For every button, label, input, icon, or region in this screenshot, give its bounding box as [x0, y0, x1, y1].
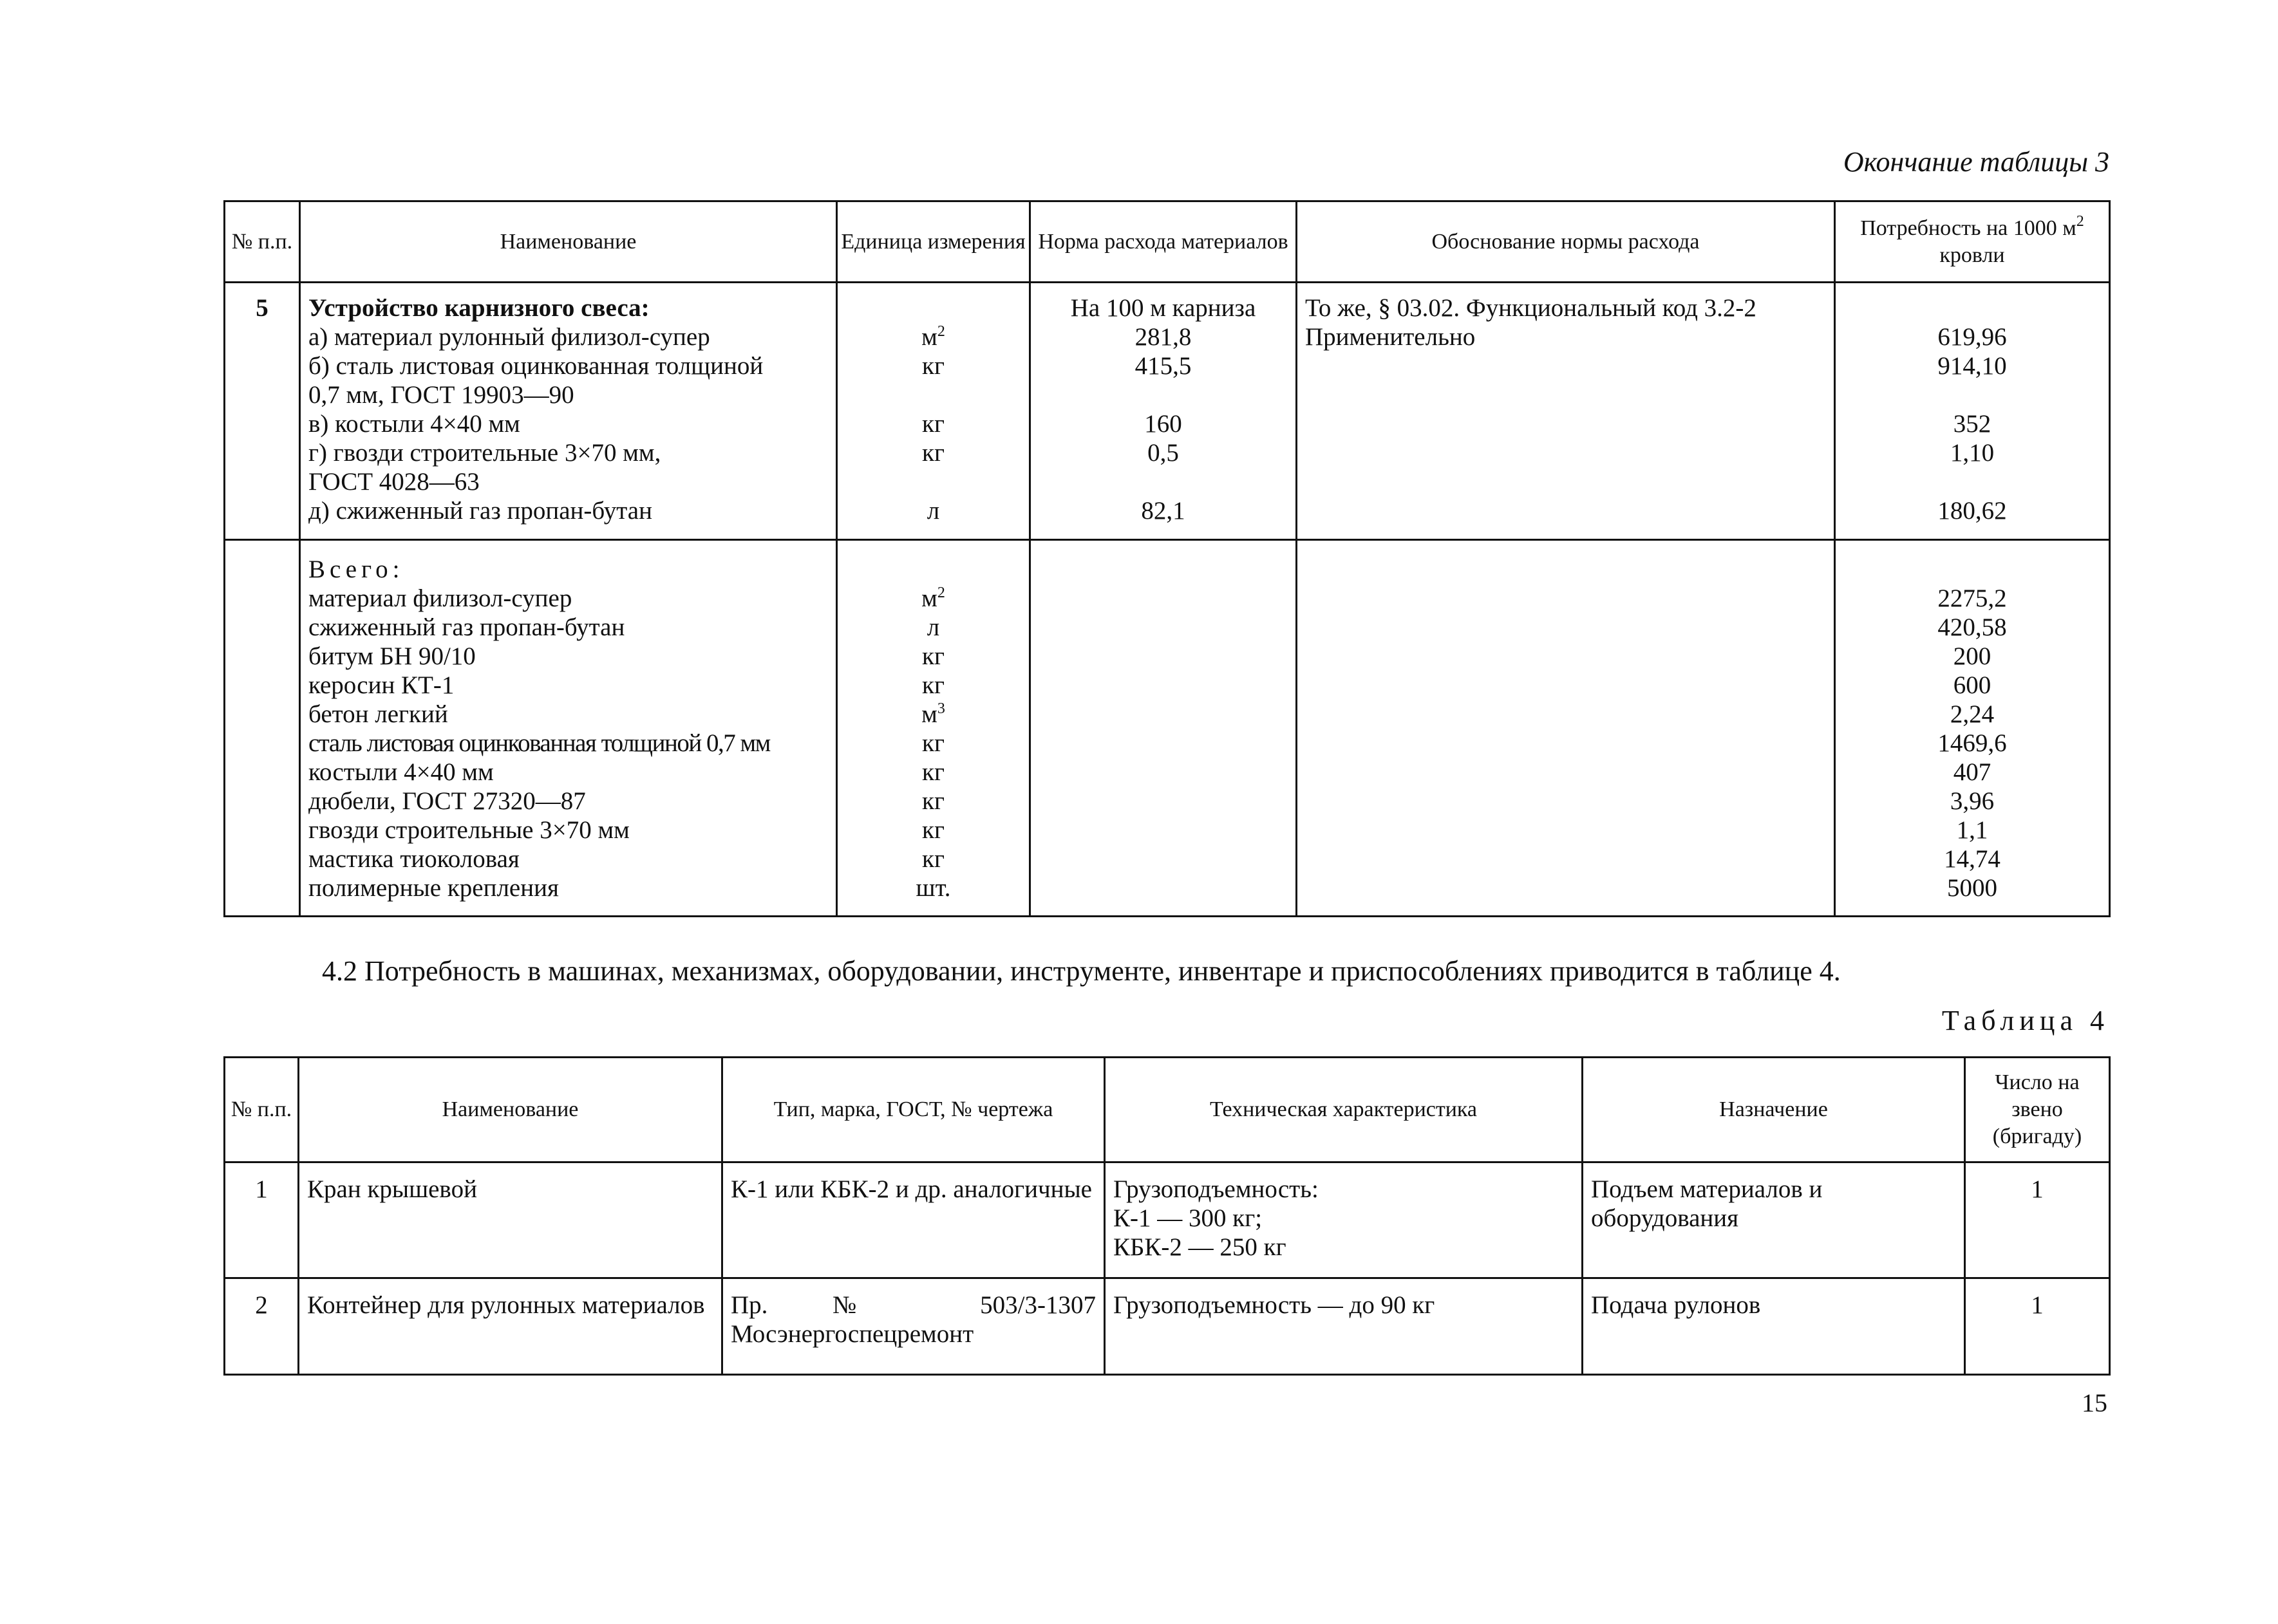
- spacer-line: [1031, 380, 1295, 409]
- total-item-name: битум БН 90/10: [308, 642, 476, 670]
- table4-row-2: [225, 1278, 2110, 1375]
- total-item-name: полимерные крепления: [308, 874, 559, 902]
- unit-text: кг: [922, 642, 945, 670]
- unit-sup: 3: [937, 700, 945, 717]
- table3-caption: Окончание таблицы 3: [1843, 146, 2109, 178]
- t4-row1-purpose: Подъем материалов и оборудования: [1583, 1162, 1965, 1278]
- total-item-unit: [838, 584, 1029, 613]
- total-item-need: 1,1: [1956, 816, 1988, 844]
- unit-text: л: [927, 497, 940, 525]
- unit-text: шт.: [916, 874, 951, 902]
- total-units: [837, 540, 1030, 917]
- total-item-need: 3,96: [1950, 787, 1995, 815]
- total-item-need: 420,58: [1937, 613, 2007, 641]
- row5-norms: [1030, 283, 1297, 540]
- total-item-name: керосин КТ-1: [308, 671, 455, 699]
- t4-row1-spec-line1: Грузоподъемность:: [1113, 1175, 1319, 1203]
- row5-item-need: 914,10: [1937, 352, 2007, 380]
- unit-text: кг: [922, 816, 945, 844]
- spacer-line: [1031, 467, 1295, 496]
- t4-row2-spec-line1: Грузоподъемность — до 90 кг: [1113, 1291, 1435, 1319]
- unit-text: кг: [922, 758, 945, 786]
- t4-header-name: Наименование: [299, 1058, 722, 1162]
- table4-caption: Таблица 4: [1941, 1005, 2109, 1036]
- unit-text: кг: [922, 787, 945, 815]
- total-item-name: гвозди строительные 3×70 мм: [308, 816, 630, 844]
- row5-basis: [1297, 283, 1835, 540]
- row5-names: [300, 283, 837, 540]
- unit-text: кг: [922, 671, 945, 699]
- row5-item-need: 619,96: [1937, 323, 2007, 351]
- unit-text: м: [921, 700, 937, 728]
- t4-row1-spec-line2: К-1 — 300 кг;: [1113, 1204, 1263, 1232]
- total-title: Всего:: [308, 555, 404, 583]
- total-item-unit: [838, 613, 1029, 642]
- header-num: № п.п.: [225, 201, 300, 283]
- total-item-name: мастика тиоколовая: [308, 845, 520, 873]
- paragraph-4-2: 4.2 Потребность в машинах, механизмах, оборудовании, инструменте, инвентаре и приспособлениях приводится в таблице 4.: [322, 955, 1841, 987]
- total-item-unit: [838, 700, 1029, 729]
- row5-item-norm: 415,5: [1134, 352, 1192, 380]
- total-item-unit: [838, 816, 1029, 845]
- row5-item-unit: [838, 351, 1029, 380]
- t4-header-num: № п.п.: [225, 1058, 299, 1162]
- t4-row1-spec: [1105, 1162, 1583, 1278]
- row5-num: 5: [225, 283, 300, 540]
- t4-row2-spec: [1105, 1278, 1583, 1375]
- spacer-line: [1836, 380, 2109, 409]
- header-name: Наименование: [300, 201, 837, 283]
- row5-item-need: 180,62: [1937, 497, 2007, 525]
- unit-sup: 2: [937, 323, 945, 340]
- table4-row-1: [225, 1162, 2110, 1278]
- table3-header-row: [225, 201, 2110, 283]
- unit-text: м: [921, 323, 937, 351]
- t4-row1-spec-line3: КБК-2 — 250 кг: [1113, 1233, 1286, 1261]
- total-item-need: 407: [1953, 758, 1991, 786]
- total-item-unit: [838, 729, 1029, 758]
- total-item-name: сталь листовая оцинкованная толщиной 0,7 мм: [308, 729, 770, 757]
- row5-needs: [1835, 283, 2110, 540]
- total-item-need: 2,24: [1950, 700, 1995, 728]
- row5-item-name: г) гвозди строительные 3×70 мм,: [308, 439, 661, 467]
- total-item-need: 2275,2: [1937, 584, 2007, 612]
- spacer-line: [838, 380, 1029, 409]
- header-basis: Обоснование нормы расхода: [1297, 201, 1835, 283]
- total-num: [225, 540, 300, 917]
- total-item-name: бетон легкий: [308, 700, 448, 728]
- row5-item-unit: [838, 409, 1029, 438]
- row5-item-norm: 160: [1144, 410, 1182, 438]
- t4-row1-name: Кран крышевой: [299, 1162, 722, 1278]
- t4-header-count: Число на звено (бригаду): [1965, 1058, 2110, 1162]
- table4-header-row: [225, 1058, 2110, 1162]
- unit-text: кг: [922, 410, 945, 438]
- unit-text: кг: [922, 439, 945, 467]
- row5-norm-header: На 100 м карниза: [1070, 294, 1256, 322]
- row5-title: Устройство карнизного свеса:: [308, 294, 650, 322]
- row5-item-need: 1,10: [1950, 439, 1995, 467]
- t4-header-purpose: Назначение: [1583, 1058, 1965, 1162]
- t4-row2-count: 1: [1965, 1278, 2110, 1375]
- total-item-need: 5000: [1947, 874, 1997, 902]
- header-unit: Единица измерения: [837, 201, 1030, 283]
- row5-units: [837, 283, 1030, 540]
- row5-basis-line1: То же, § 03.02. Функциональный код 3.2-2: [1305, 294, 1756, 322]
- table3-row-5: [225, 283, 2110, 540]
- total-item-name: костыли 4×40 мм: [308, 758, 494, 786]
- unit-text: кг: [922, 845, 945, 873]
- t4-row2-name: Контейнер для рулонных материалов: [299, 1278, 722, 1375]
- row5-item-norm: 82,1: [1141, 497, 1185, 525]
- total-item-need: 600: [1953, 671, 1991, 699]
- total-item-unit: [838, 758, 1029, 787]
- row5-basis-line2: Применительно: [1305, 323, 1476, 351]
- row5-item-name: а) материал рулонный филизол-супер: [308, 323, 710, 351]
- total-norm: [1030, 540, 1297, 917]
- table3-total-row: [225, 540, 2110, 917]
- row5-item-unit: [838, 322, 1029, 351]
- total-item-unit: [838, 642, 1029, 671]
- unit-text: кг: [922, 352, 945, 380]
- total-item-unit: [838, 671, 1029, 700]
- unit-text: л: [927, 613, 940, 641]
- unit-text: м: [921, 584, 937, 612]
- row5-item-name: б) сталь листовая оцинкованная толщиной: [308, 352, 764, 380]
- t4-row2-num: 2: [225, 1278, 299, 1375]
- header-need: Потребность на 1000 $м^2$ кровли: [1835, 201, 2110, 283]
- row5-item-name: в) костыли 4×40 мм: [308, 410, 520, 438]
- total-item-need: 14,74: [1944, 845, 2000, 873]
- total-item-unit: [838, 787, 1029, 816]
- row5-item-unit: [838, 496, 1029, 525]
- row5-item-name: ГОСТ 4028—63: [308, 468, 480, 496]
- t4-header-spec: Техническая характеристика: [1105, 1058, 1583, 1162]
- total-item-need: 1469,6: [1937, 729, 2007, 757]
- t4-row2-purpose: Подача рулонов: [1583, 1278, 1965, 1375]
- total-needs: [1835, 540, 2110, 917]
- total-basis: [1297, 540, 1835, 917]
- row5-item-name: 0,7 мм, ГОСТ 19903—90: [308, 381, 574, 409]
- header-norm: Норма расхода материалов: [1030, 201, 1297, 283]
- total-item-name: дюбели, ГОСТ 27320—87: [308, 787, 586, 815]
- total-item-name: сжиженный газ пропан-бутан: [308, 613, 625, 641]
- spacer-line: [838, 467, 1029, 496]
- row5-item-norm: 0,5: [1147, 439, 1179, 467]
- total-item-unit: [838, 873, 1029, 902]
- row5-item-need: 352: [1953, 410, 1991, 438]
- spacer-line: [1836, 467, 2109, 496]
- table-3: [223, 200, 2111, 917]
- page-number: 15: [2082, 1388, 2107, 1417]
- total-item-name: материал филизол-супер: [308, 584, 572, 612]
- row5-item-name: д) сжиженный газ пропан-бутан: [308, 497, 652, 525]
- total-item-need: 200: [1953, 642, 1991, 670]
- unit-text: кг: [922, 729, 945, 757]
- total-names: [300, 540, 837, 917]
- t4-row1-type: К-1 или КБК-2 и др. аналогичные: [722, 1162, 1105, 1278]
- total-item-unit: [838, 845, 1029, 873]
- t4-row1-count: 1: [1965, 1162, 2110, 1278]
- row5-item-unit: [838, 438, 1029, 467]
- unit-sup: 2: [937, 584, 945, 601]
- t4-row2-type: Пр. № 503/3-1307 Мосэнергоспецремонт: [722, 1278, 1105, 1375]
- row5-item-norm: 281,8: [1134, 323, 1192, 351]
- t4-row1-num: 1: [225, 1162, 299, 1278]
- t4-header-type: Тип, марка, ГОСТ, № чертежа: [722, 1058, 1105, 1162]
- table-4: [223, 1056, 2111, 1376]
